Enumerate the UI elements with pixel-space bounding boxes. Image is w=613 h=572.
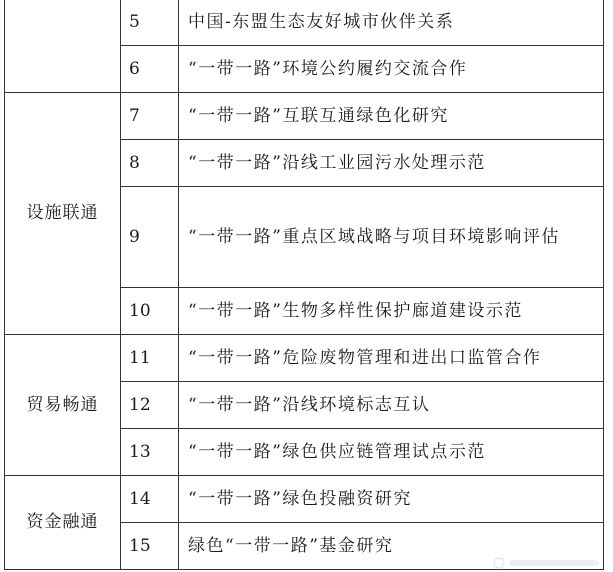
row-number: 9 bbox=[121, 187, 179, 288]
project-name: “一带一路”危险废物管理和进出口监管合作 bbox=[179, 335, 604, 382]
row-number: 13 bbox=[121, 429, 179, 476]
category-label: 设施联通 bbox=[26, 203, 99, 223]
project-name: “一带一路”重点区域战略与项目环境影响评估 bbox=[179, 187, 604, 288]
table-row bbox=[5, 476, 604, 523]
projects-table bbox=[4, 0, 604, 570]
row-number: 7 bbox=[121, 93, 179, 140]
category-cell bbox=[5, 476, 121, 570]
category-label: 资金融通 bbox=[26, 512, 99, 532]
project-name: “一带一路”绿色投融资研究 bbox=[179, 476, 604, 523]
row-number: 10 bbox=[121, 288, 179, 335]
category-label: 贸易畅通 bbox=[26, 394, 99, 415]
row-number: 12 bbox=[121, 382, 179, 429]
project-name: “一带一路”沿线工业园污水处理示范 bbox=[179, 140, 604, 187]
table-row bbox=[5, 93, 604, 140]
project-name: “一带一路”沿线环境标志互认 bbox=[179, 382, 604, 429]
category-cell bbox=[5, 335, 121, 476]
category-cell bbox=[5, 93, 121, 335]
project-name: “一带一路”绿色供应链管理试点示范 bbox=[179, 429, 604, 476]
table-row bbox=[5, 335, 604, 382]
row-number: 8 bbox=[121, 140, 179, 187]
row-number: 15 bbox=[121, 523, 179, 570]
row-number: 14 bbox=[121, 476, 179, 523]
project-name: “一带一路”互联互通绿色化研究 bbox=[179, 93, 604, 140]
projects-table-container bbox=[4, 0, 604, 570]
watermark-logo-icon bbox=[493, 556, 603, 570]
category-cell bbox=[5, 0, 121, 93]
project-name: 中国-东盟生态友好城市伙伴关系 bbox=[179, 0, 604, 46]
row-number: 6 bbox=[121, 46, 179, 93]
project-name: 绿色“一带一路”基金研究 bbox=[179, 523, 604, 570]
table-row bbox=[5, 0, 604, 46]
row-number: 11 bbox=[121, 335, 179, 382]
row-number: 5 bbox=[121, 0, 179, 46]
project-name: “一带一路”生物多样性保护廊道建设示范 bbox=[179, 288, 604, 335]
project-name: “一带一路”环境公约履约交流合作 bbox=[179, 46, 604, 93]
